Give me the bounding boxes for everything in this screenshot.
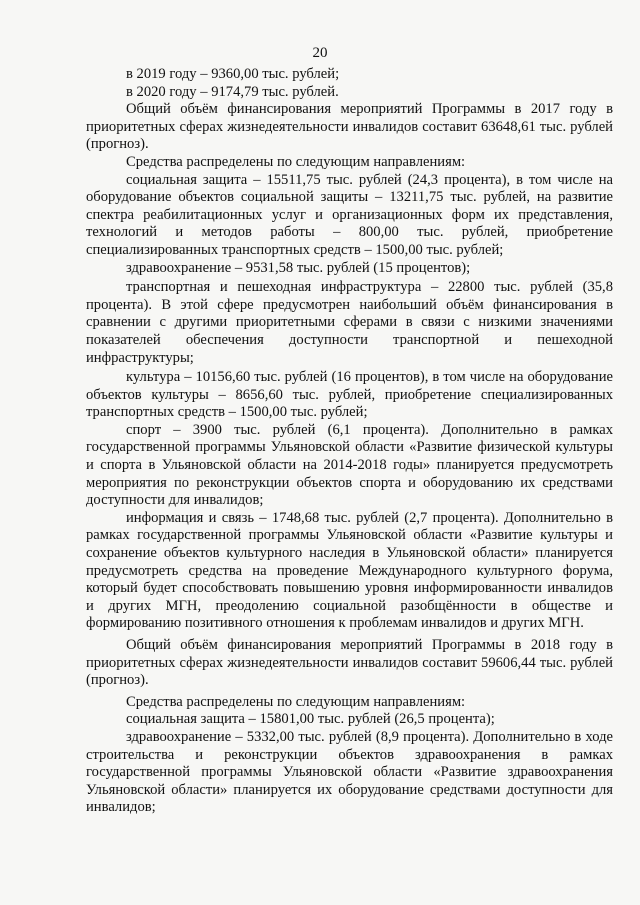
paragraph-social-protection-2018: социальная защита – 15801,00 тыс. рублей (26,5 процента); [126,711,495,728]
paragraph-social-protection: социальная защита – 15511,75 тыс. рублей (24,3 процента), в том числе на оборудование объектов социальной защиты – 13211,75 тыс. рублей, на развитие спектра реабилитационных услуг и организационных форм их представления, технологий и методов работы – 800,00 тыс. рублей, приобретение специализированных транспортных средств – 1500,00 тыс. рублей; [86,171,613,258]
page-number: 20 [312,45,328,61]
paragraph-2017-total: Общий объём финансирования мероприятий Программы в 2017 году в приоритетных сферах жизнедеятельности инвалидов составит 63648,61 тыс. рублей (прогноз). [86,101,613,153]
paragraph-directions-heading-2018: Средства распределены по следующим направлениям: [126,693,466,710]
paragraph-2018-total: Общий объём финансирования мероприятий Программы в 2018 году в приоритетных сферах жизнедеятельности инвалидов составит 59606,44 тыс. рублей (прогноз). [86,637,613,689]
paragraph-directions-heading: Средства распределены по следующим направлениям: [126,153,466,170]
paragraph-2020-amount: в 2020 году – 9174,79 тыс. рублей. [126,83,339,100]
paragraph-2019-amount: в 2019 году – 9360,00 тыс. рублей; [126,66,340,82]
paragraph-healthcare: здравоохранение – 9531,58 тыс. рублей (15 процентов); [126,259,471,276]
paragraph-transport: транспортная и пешеходная инфраструктура – 22800 тыс. рублей (35,8 процента). В этой сфере предусмотрен наибольший объём финансирования в сравнении с другими приоритетными сферами в связи с низкими значениями показателей обеспечения доступности транспортной и пешеходной инфраструктуры; [86,279,613,366]
paragraph-information: информация и связь – 1748,68 тыс. рублей (2,7 процента). Дополнительно в рамках государственной программы Ульяновской области «Развитие культуры и сохранение объектов культурного наследия в Ульяновской области» планируется предусмотреть средства на проведение Международного культурного форума, который будет способствовать повышению уровня информированности инвалидов и других МГН, преодолению социальной разобщённости в обществе и формированию позитивного отношения к проблемам инвалидов и других МГН. [86,509,613,632]
paragraph-healthcare-2018: здравоохранение – 5332,00 тыс. рублей (8,9 процента). Дополнительно в ходе строительства и реконструкции объектов здравоохранения в рамках государственной программы Ульяновской области «Развитие здравоохранения Ульяновской области» планируется их оборудование средствами доступности для инвалидов; [86,728,613,816]
paragraph-sport: спорт – 3900 тыс. рублей (6,1 процента). Дополнительно в рамках государственной программы Ульяновской области «Развитие физической культуры и спорта в Ульяновской области на 2014-2018 годы» планируется предусмотреть мероприятия по реконструкции объектов спорта и оборудованию их средствами доступности для инвалидов; [86,421,613,509]
paragraph-culture: культура – 10156,60 тыс. рублей (16 процентов), в том числе на оборудование объектов культуры – 8656,60 тыс. рублей, приобретение специализированных транспортных средств – 1500,00 тыс. рублей; [86,369,613,421]
body-text [86,66,613,817]
